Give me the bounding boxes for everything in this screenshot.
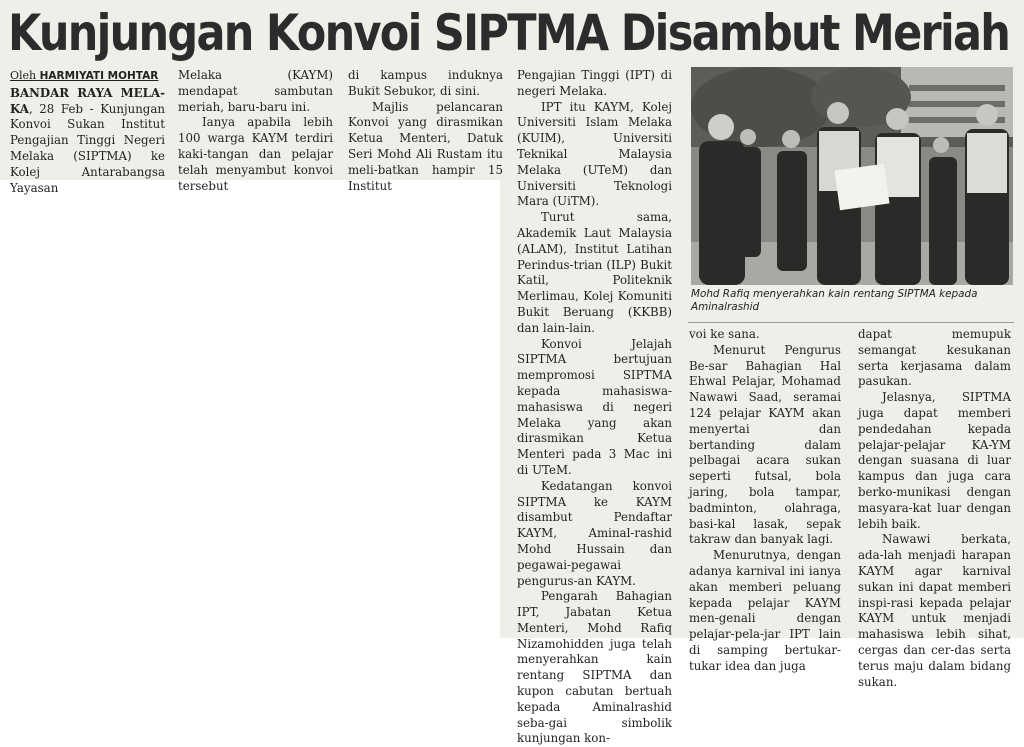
paragraph: dapat memupuk semangat kesukanan serta kerjasama dalam pasukan. <box>858 327 1011 389</box>
article-column-4 <box>517 68 672 747</box>
paragraph: Kedatangan konvoi SIPTMA ke KAYM disambut Pendaftar KAYM, Aminal-rashid Mohd Hussain dan pegawai-pegawai pengurus-an KAYM. <box>517 478 672 588</box>
byline-author: HARMIYATI MOHTAR <box>39 70 159 82</box>
paragraph: di kampus induknya Bukit Sebukor, di sini. <box>348 68 503 98</box>
blank-area <box>0 180 500 638</box>
news-photo <box>691 67 1013 285</box>
dateline-paragraph <box>10 86 165 197</box>
article-column-2 <box>178 68 333 194</box>
caption-divider <box>688 322 1014 323</box>
paragraph: Pengajian Tinggi (IPT) di negeri Melaka. <box>517 68 672 98</box>
byline-prefix: Oleh <box>10 69 37 82</box>
paragraph: Jelasnya, SIPTMA juga dapat memberi pendedahan kepada pelajar-pelajar KA-YM dengan suasana di luar kampus dan juga cara berko-munikasi dengan masyara-kat luar dengan lebih baik. <box>858 390 1011 531</box>
article-column-intro <box>10 68 165 196</box>
byline <box>10 68 165 85</box>
headline: Kunjungan Konvoi SIPTMA Disambut Meriah <box>8 4 1010 62</box>
paragraph: voi ke sana. <box>689 327 760 341</box>
dateline-text: , 28 Feb - Kunjungan Konvoi Sukan Institut Pengajian Tinggi Negeri Melaka (SIPTMA) ke Kolej Antarabangsa Yayasan <box>10 101 165 195</box>
dateline-location: BANDAR RAYA MELA-KA <box>10 85 165 116</box>
photo-caption: Mohd Rafiq menyerahkan kain rentang SIPTMA kepada Aminalrashid <box>691 288 978 313</box>
paragraph: Turut sama, Akademik Laut Malaysia (ALAM), Institut Latihan Perindus-trian (ILP) Bukit Katil, Politeknik Merlimau, Kolej Komuniti Bukit Beruang (KKBB) dan lain-lain. <box>517 210 672 335</box>
article-column-3 <box>348 68 503 194</box>
paragraph: Ianya apabila lebih 100 warga KAYM terdiri kaki-tangan dan pelajar telah menyambut konvoi tersebut <box>178 115 333 193</box>
article-column-6 <box>858 327 1011 690</box>
paragraph: Menurutnya, dengan adanya karnival ini ianya akan memberi peluang kepada pelajar KAYM men-genali dengan pelajar-pela-jar IPT lain di samping bertukar-tukar idea dan juga <box>689 548 841 673</box>
paragraph: Pengarah Bahagian IPT, Jabatan Ketua Menteri, Mohd Rafiq Nizamohidden juga telah menyerahkan kain rentang SIPTMA dan kupon cabutan bertuah kepada Aminalrashid seba-gai simbolik kunjungan kon- <box>517 589 672 746</box>
article-column-5 <box>689 327 841 675</box>
photo-illustration <box>691 67 1013 285</box>
paragraph: Konvoi Jelajah SIPTMA bertujuan mempromosi SIPTMA kepada mahasiswa-mahasiswa di negeri Melaka yang akan dirasmikan Ketua Menteri pada 3 Mac ini di UTeM. <box>517 336 672 477</box>
paragraph: IPT itu KAYM, Kolej Universiti Islam Melaka (KUIM), Universiti Teknikal Malaysia Melaka (UTeM) dan Universiti Teknologi Mara (UiTM). <box>517 99 672 209</box>
paragraph: Nawawi berkata, ada-lah menjadi harapan KAYM agar karnival sukan ini dapat memberi inspi-rasi kepada pelajar KAYM untuk menjadi mahasiswa lebih sihat, cergas dan cer-das serta terus maju dalam bidang sukan. <box>858 532 1011 689</box>
paragraph: Menurut Pengurus Be-sar Bahagian Hal Ehwal Pelajar, Mohamad Nawawi Saad, seramai 124 pelajar KAYM akan menyertai dan bertanding dalam pelbagai acara sukan seperti futsal, bola jaring, bola tampar, badminton, olahraga, basi-kal lasak, sepak takraw dan banyak lagi. <box>689 342 841 547</box>
paragraph: Melaka (KAYM) mendapat sambutan meriah, baru-baru ini. <box>178 68 333 114</box>
paragraph: Majlis pelancaran Konvoi yang dirasmikan Ketua Menteri, Datuk Seri Mohd Ali Rustam itu meli-batkan hampir 15 Institut <box>348 99 503 193</box>
